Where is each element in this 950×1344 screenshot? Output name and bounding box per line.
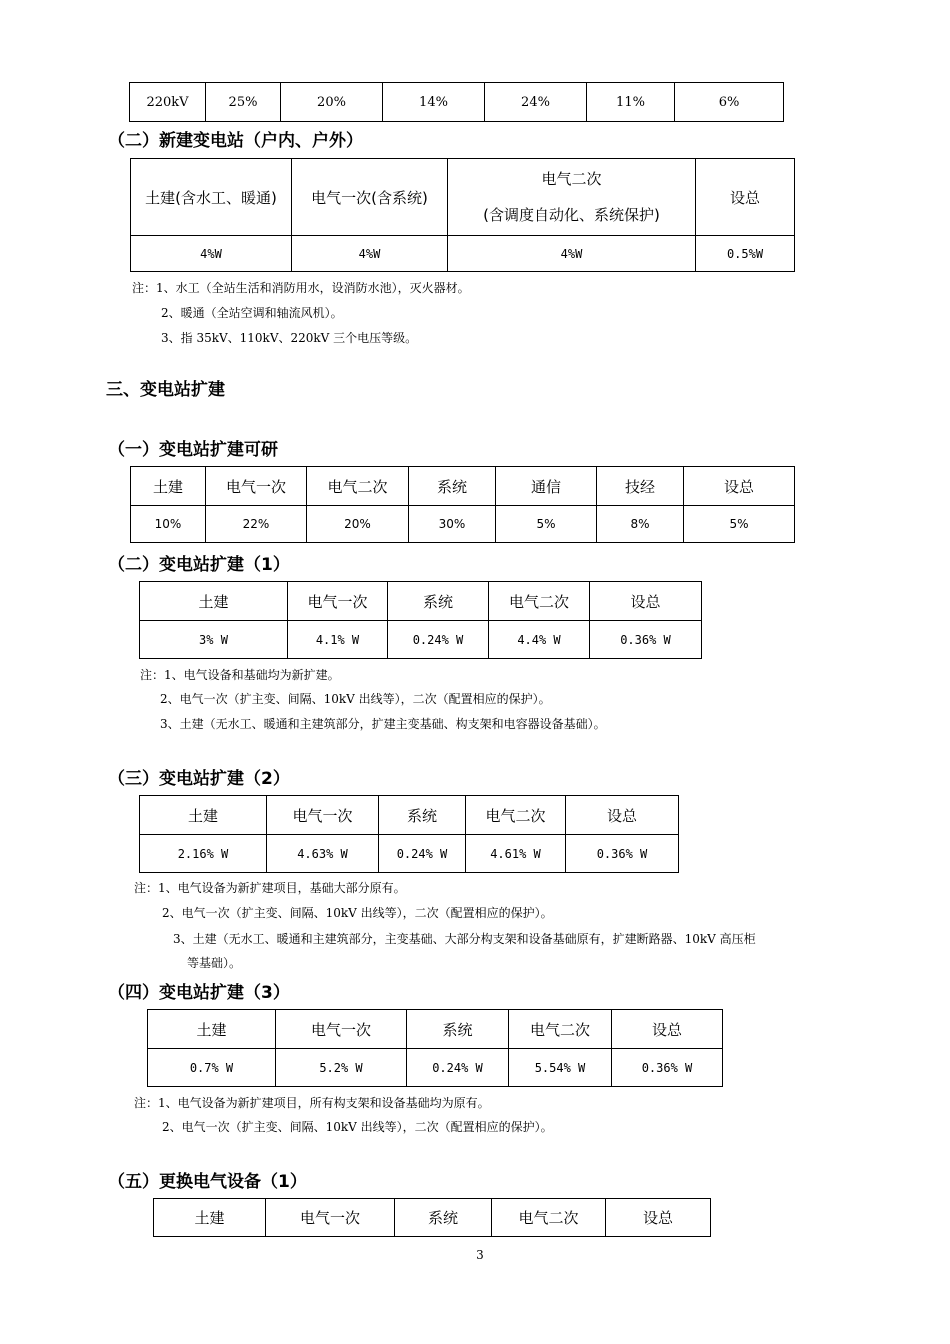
note-line: 2、暖通（全站空调和轴流风机）。 (161, 306, 343, 320)
table-header-cell: 土建 (140, 796, 267, 835)
note-line: 2、电气一次（扩主变、间隔、10kV 出线等），二次（配置相应的保护）。 (160, 692, 551, 706)
table-cell: 4%W (131, 236, 292, 272)
table-cell: 0.24% W (379, 835, 466, 873)
table-header-cell: 系统 (409, 467, 496, 506)
table-header-cell (448, 159, 696, 236)
table-header-cell: 电气二次 (509, 1010, 612, 1049)
note-line: 2、电气一次（扩主变、间隔、10kV 出线等），二次（配置相应的保护）。 (162, 1120, 553, 1134)
table-header-cell: 土建(含水工、暖通) (131, 159, 292, 236)
new-substation-table (130, 158, 795, 272)
table-cell: 22% (206, 506, 307, 543)
section-heading: （四）变电站扩建（3） (108, 983, 290, 1003)
table-cell: 5.54% W (509, 1049, 612, 1087)
table-cell: 24% (485, 83, 587, 122)
table-header-cell: 设总 (606, 1199, 711, 1237)
table-header-cell: 电气一次(含系统) (292, 159, 448, 236)
table-header-cell: 电气一次 (267, 796, 379, 835)
section-heading: （三）变电站扩建（2） (108, 769, 290, 789)
table-cell: 4.63% W (267, 835, 379, 873)
table-header-cell: 电气二次 (492, 1199, 606, 1237)
table-cell: 0.36% W (612, 1049, 723, 1087)
section-heading: （二）新建变电站（户内、户外） (108, 131, 363, 151)
table-header-cell: 电气一次 (266, 1199, 395, 1237)
note-line: 3、指 35kV、110kV、220kV 三个电压等级。 (161, 331, 418, 345)
table-header-cell: 系统 (379, 796, 466, 835)
section-heading: （一）变电站扩建可研 (108, 440, 278, 460)
table-cell: 14% (383, 83, 485, 122)
table-cell: 0.5%W (696, 236, 795, 272)
note-line: 3、土建（无水工、暖通和主建筑部分，主变基础、大部分构支架和设备基础原有，扩建断路器、10kV 高压柜 (173, 932, 756, 946)
expansion-2-table (139, 795, 679, 873)
table-header-cell: 土建 (140, 582, 288, 621)
table-cell: 10% (131, 506, 206, 543)
table-cell: 20% (281, 83, 383, 122)
table-header-cell: 系统 (395, 1199, 492, 1237)
table-cell: 11% (587, 83, 675, 122)
table-header-cell: 电气一次 (276, 1010, 407, 1049)
chapter-heading: 三、变电站扩建 (106, 380, 225, 400)
expansion-3-table (147, 1009, 723, 1087)
note-line: 2、电气一次（扩主变、间隔、10kV 出线等），二次（配置相应的保护）。 (162, 906, 553, 920)
table-cell: 20% (307, 506, 409, 543)
table-cell: 4%W (448, 236, 696, 272)
note-line: 注：1、水工（全站生活和消防用水，设消防水池），灭火器材。 (132, 281, 470, 295)
table-cell: 5% (496, 506, 597, 543)
table-cell: 6% (675, 83, 784, 122)
table-cell: 0.36% W (566, 835, 679, 873)
table-header-cell: 系统 (407, 1010, 509, 1049)
table-cell: 30% (409, 506, 496, 543)
note-line: 注：1、电气设备为新扩建项目，基础大部分原有。 (134, 881, 406, 895)
table-cell: 2.16% W (140, 835, 267, 873)
section-heading: （五）更换电气设备（1） (108, 1172, 307, 1192)
table-header-cell: 技经 (597, 467, 684, 506)
table-cell: 4.61% W (466, 835, 566, 873)
table-header-cell: 电气二次 (466, 796, 566, 835)
table-cell: 0.36% W (590, 621, 702, 659)
table-header-cell: 系统 (388, 582, 489, 621)
table-header-cell: 电气一次 (288, 582, 388, 621)
table-cell: 220kV (130, 83, 206, 122)
table-cell: 5% (684, 506, 795, 543)
table-header-cell: 土建 (154, 1199, 266, 1237)
table-header-cell: 电气一次 (206, 467, 307, 506)
table-cell: 3% W (140, 621, 288, 659)
replace-equipment-table (153, 1198, 711, 1237)
table-cell: 4%W (292, 236, 448, 272)
table-cell: 0.7% W (148, 1049, 276, 1087)
table-header-cell: 土建 (131, 467, 206, 506)
header-line: 电气二次 (541, 170, 602, 188)
header-line: (含调度自动化、系统保护) (483, 206, 660, 224)
expansion-1-table (139, 581, 702, 659)
table-cell: 5.2% W (276, 1049, 407, 1087)
table-header-cell: 设总 (696, 159, 795, 236)
feasibility-table (130, 466, 795, 543)
table-header-cell: 设总 (612, 1010, 723, 1049)
note-line: 等基础）。 (187, 956, 242, 970)
note-line: 注：1、电气设备为新扩建项目，所有构支架和设备基础均为原有。 (134, 1096, 490, 1110)
table-header-cell: 设总 (566, 796, 679, 835)
table-cell: 4.4% W (489, 621, 590, 659)
note-line: 注：1、电气设备和基础均为新扩建。 (140, 668, 340, 682)
table-cell: 0.24% W (388, 621, 489, 659)
table-header-cell: 设总 (590, 582, 702, 621)
table-header-cell: 土建 (148, 1010, 276, 1049)
table-header-cell: 通信 (496, 467, 597, 506)
voltage-ratio-table (129, 82, 784, 122)
table-cell: 25% (206, 83, 281, 122)
section-heading: （二）变电站扩建（1） (108, 555, 290, 575)
table-cell: 0.24% W (407, 1049, 509, 1087)
table-header-cell: 电气二次 (307, 467, 409, 506)
note-line: 3、土建（无水工、暖通和主建筑部分，扩建主变基础、构支架和电容器设备基础）。 (160, 717, 606, 731)
table-cell: 8% (597, 506, 684, 543)
page-number: 3 (476, 1248, 484, 1262)
table-header-cell: 电气二次 (489, 582, 590, 621)
table-cell: 4.1% W (288, 621, 388, 659)
table-header-cell: 设总 (684, 467, 795, 506)
